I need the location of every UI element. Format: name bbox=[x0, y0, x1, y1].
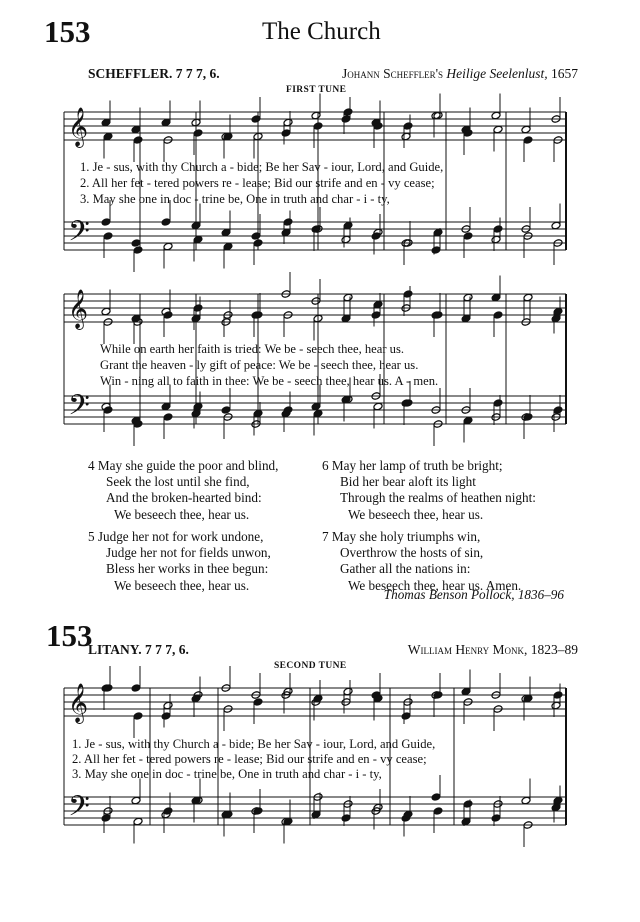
verse-5-line-3: Bless her works in thee begun: bbox=[106, 561, 269, 577]
notehead bbox=[281, 129, 291, 138]
tune1-name: SCHEFFLER. 7 7 7, 6. bbox=[88, 66, 220, 81]
notehead bbox=[253, 239, 263, 248]
hymn2-credit-text: William Henry Monk, 1823–89 bbox=[407, 642, 578, 657]
hymn2-label: SECOND TUNE bbox=[274, 661, 347, 671]
verse-6-line-1: 6 May her lamp of truth be bright; bbox=[322, 458, 503, 473]
verse-7-line-2: Overthrow the hosts of sin, bbox=[340, 545, 484, 561]
notehead bbox=[161, 218, 171, 227]
verse-6-line-4: We beseech thee, hear us. bbox=[348, 506, 484, 522]
notehead bbox=[463, 800, 473, 809]
notehead bbox=[553, 691, 563, 700]
verse-6-line-3: Through the realms of heathen night: bbox=[340, 490, 536, 506]
notehead bbox=[523, 293, 533, 302]
notehead bbox=[131, 684, 141, 693]
notehead bbox=[343, 687, 353, 696]
notehead bbox=[401, 712, 411, 721]
notehead bbox=[281, 228, 291, 237]
verse-7 bbox=[322, 529, 521, 594]
notehead bbox=[551, 803, 561, 812]
notehead bbox=[491, 235, 501, 244]
notehead bbox=[493, 225, 503, 234]
notehead bbox=[101, 218, 111, 227]
notehead bbox=[163, 242, 173, 251]
clef-icon: 𝄢 bbox=[68, 389, 90, 429]
notehead bbox=[521, 796, 531, 805]
verse-4-line-4: We beseech thee, hear us. bbox=[114, 506, 250, 522]
notehead bbox=[341, 235, 351, 244]
notehead bbox=[493, 399, 503, 408]
t1s1-lyric-2: 2. All her fet - tered powers re - lease; Bid our strife and en - vy cease; bbox=[80, 176, 435, 190]
t2-lyric-3: 3. May she one in doc - trine be, One in truth and char - i - ty, bbox=[72, 767, 382, 781]
notehead bbox=[493, 125, 503, 134]
notehead bbox=[521, 125, 531, 134]
notehead bbox=[191, 314, 201, 323]
hymn2-number: 153 bbox=[46, 618, 93, 653]
notehead bbox=[341, 814, 351, 823]
notehead bbox=[313, 122, 323, 131]
verse-5-line-1: 5 Judge her not for work undone, bbox=[88, 529, 264, 544]
notehead bbox=[103, 132, 113, 141]
notehead bbox=[341, 115, 351, 124]
notehead bbox=[491, 814, 501, 823]
notehead bbox=[491, 111, 501, 120]
notehead bbox=[311, 810, 321, 819]
notehead bbox=[133, 136, 143, 145]
notehead bbox=[523, 136, 533, 145]
notehead bbox=[311, 111, 321, 120]
verse-5 bbox=[88, 529, 271, 594]
notehead bbox=[553, 406, 563, 415]
notehead bbox=[163, 807, 173, 816]
notehead bbox=[313, 409, 323, 418]
notehead bbox=[403, 290, 413, 299]
running-head: The Church bbox=[262, 18, 381, 45]
notehead bbox=[161, 118, 171, 127]
notehead bbox=[163, 701, 173, 710]
notehead bbox=[103, 232, 113, 241]
verse-7-line-1: 7 May she holy triumphs win, bbox=[322, 529, 481, 544]
t1s2-lyric-1: While on earth her faith is tried: We be - seech thee, hear us. bbox=[100, 342, 405, 356]
notehead bbox=[493, 311, 503, 320]
notehead bbox=[161, 402, 171, 411]
verse-6-line-2: Bid her bear aloft its light bbox=[340, 474, 476, 490]
notehead bbox=[463, 232, 473, 241]
verse-4-line-2: Seek the lost until she find, bbox=[106, 474, 250, 490]
notehead bbox=[251, 115, 261, 124]
notehead bbox=[101, 118, 111, 127]
t1s2-lyric-2: Grant the heaven - ly gift of peace: We be - seech thee, hear us. bbox=[100, 358, 419, 372]
notehead bbox=[373, 300, 383, 309]
hymn2-credit bbox=[408, 642, 578, 658]
verse-4-line-1: 4 May she guide the poor and blind, bbox=[88, 458, 279, 473]
notehead bbox=[253, 409, 263, 418]
clef-icon: 𝄞 bbox=[68, 289, 89, 329]
notehead bbox=[311, 402, 321, 411]
verse-5-line-2: Judge her not for fields unwon, bbox=[106, 545, 271, 561]
notehead bbox=[343, 221, 353, 230]
notehead bbox=[133, 817, 143, 826]
notehead bbox=[341, 314, 351, 323]
notehead bbox=[193, 235, 203, 244]
notehead bbox=[343, 108, 353, 117]
notehead bbox=[283, 218, 293, 227]
verse-7-line-3: Gather all the nations in: bbox=[340, 561, 471, 577]
tune1-label: FIRST TUNE bbox=[286, 85, 347, 95]
t2-lyric-2: 2. All her fet - tered powers re - lease; Bid our strife and en - vy cease; bbox=[72, 752, 427, 766]
notehead bbox=[223, 242, 233, 251]
verse-7-line-4: We beseech thee, hear us. Amen. bbox=[348, 577, 522, 593]
notehead bbox=[433, 228, 443, 237]
notehead bbox=[551, 221, 561, 230]
verse-4 bbox=[88, 458, 278, 523]
tune1-credit-year: 1657 bbox=[551, 66, 578, 81]
t1s1-lyric-3: 3. May she one in doc - trine be, One in truth and char - i - ty, bbox=[80, 192, 390, 206]
notehead bbox=[131, 125, 141, 134]
notehead bbox=[283, 406, 293, 415]
t1s1-lyric-1: 1. Je - sus, with thy Church a - bide; Be her Sav - iour, Lord, and Guide, bbox=[80, 160, 444, 174]
notehead bbox=[313, 694, 323, 703]
notehead bbox=[343, 293, 353, 302]
clef-icon: 𝄞 bbox=[68, 107, 89, 147]
t1s2-lyric-3: Win - ning all to faith in thee: We be - seech thee, hear us. A - men. bbox=[100, 374, 439, 388]
notehead bbox=[431, 793, 441, 802]
notehead bbox=[551, 701, 561, 710]
notehead bbox=[433, 807, 443, 816]
verse-6 bbox=[322, 458, 536, 523]
notehead bbox=[553, 796, 563, 805]
notehead bbox=[461, 687, 471, 696]
notehead bbox=[193, 402, 203, 411]
tune1-credit-name: Johann Scheffler's bbox=[341, 66, 444, 81]
notehead bbox=[133, 246, 143, 255]
notehead bbox=[463, 293, 473, 302]
notehead bbox=[461, 314, 471, 323]
notehead bbox=[553, 307, 563, 316]
notehead bbox=[373, 402, 383, 411]
notehead bbox=[253, 698, 263, 707]
notehead bbox=[101, 814, 111, 823]
notehead bbox=[103, 406, 113, 415]
notehead bbox=[163, 413, 173, 422]
notehead bbox=[193, 129, 203, 138]
notehead bbox=[403, 810, 413, 819]
notehead bbox=[461, 817, 471, 826]
notehead bbox=[403, 122, 413, 131]
notehead bbox=[193, 304, 203, 313]
notehead bbox=[371, 311, 381, 320]
t2-lyric-1: 1. Je - sus, with thy Church a - bide; Be her Sav - iour, Lord, and Guide, bbox=[72, 737, 436, 751]
notehead bbox=[491, 293, 501, 302]
verse-4-line-3: And the broken-hearted bind: bbox=[106, 490, 262, 506]
clef-icon: 𝄞 bbox=[68, 683, 89, 723]
notehead bbox=[161, 712, 171, 721]
clef-icon: 𝄢 bbox=[68, 790, 90, 830]
notehead bbox=[401, 132, 411, 141]
verse-5-line-4: We beseech thee, hear us. bbox=[114, 577, 250, 593]
tune1-credit-work: Heiligе Seelenlust, bbox=[446, 66, 548, 81]
notehead bbox=[191, 221, 201, 230]
notehead bbox=[251, 232, 261, 241]
hymn2-tune-name: LITANY. 7 7 7, 6. bbox=[88, 642, 189, 657]
notehead bbox=[221, 228, 231, 237]
clef-icon: 𝄢 bbox=[68, 215, 90, 255]
page-number: 153 bbox=[44, 14, 91, 49]
notehead bbox=[551, 314, 561, 323]
notehead bbox=[131, 239, 141, 248]
notehead bbox=[283, 118, 293, 127]
notehead bbox=[131, 796, 141, 805]
notehead bbox=[463, 416, 473, 425]
notehead bbox=[191, 409, 201, 418]
notehead bbox=[431, 246, 441, 255]
notehead bbox=[163, 311, 173, 320]
notehead bbox=[133, 712, 143, 721]
hymn-author: Thomas Benson Pollock, 1836–96 bbox=[383, 587, 564, 602]
notehead bbox=[221, 406, 231, 415]
notehead bbox=[101, 307, 111, 316]
